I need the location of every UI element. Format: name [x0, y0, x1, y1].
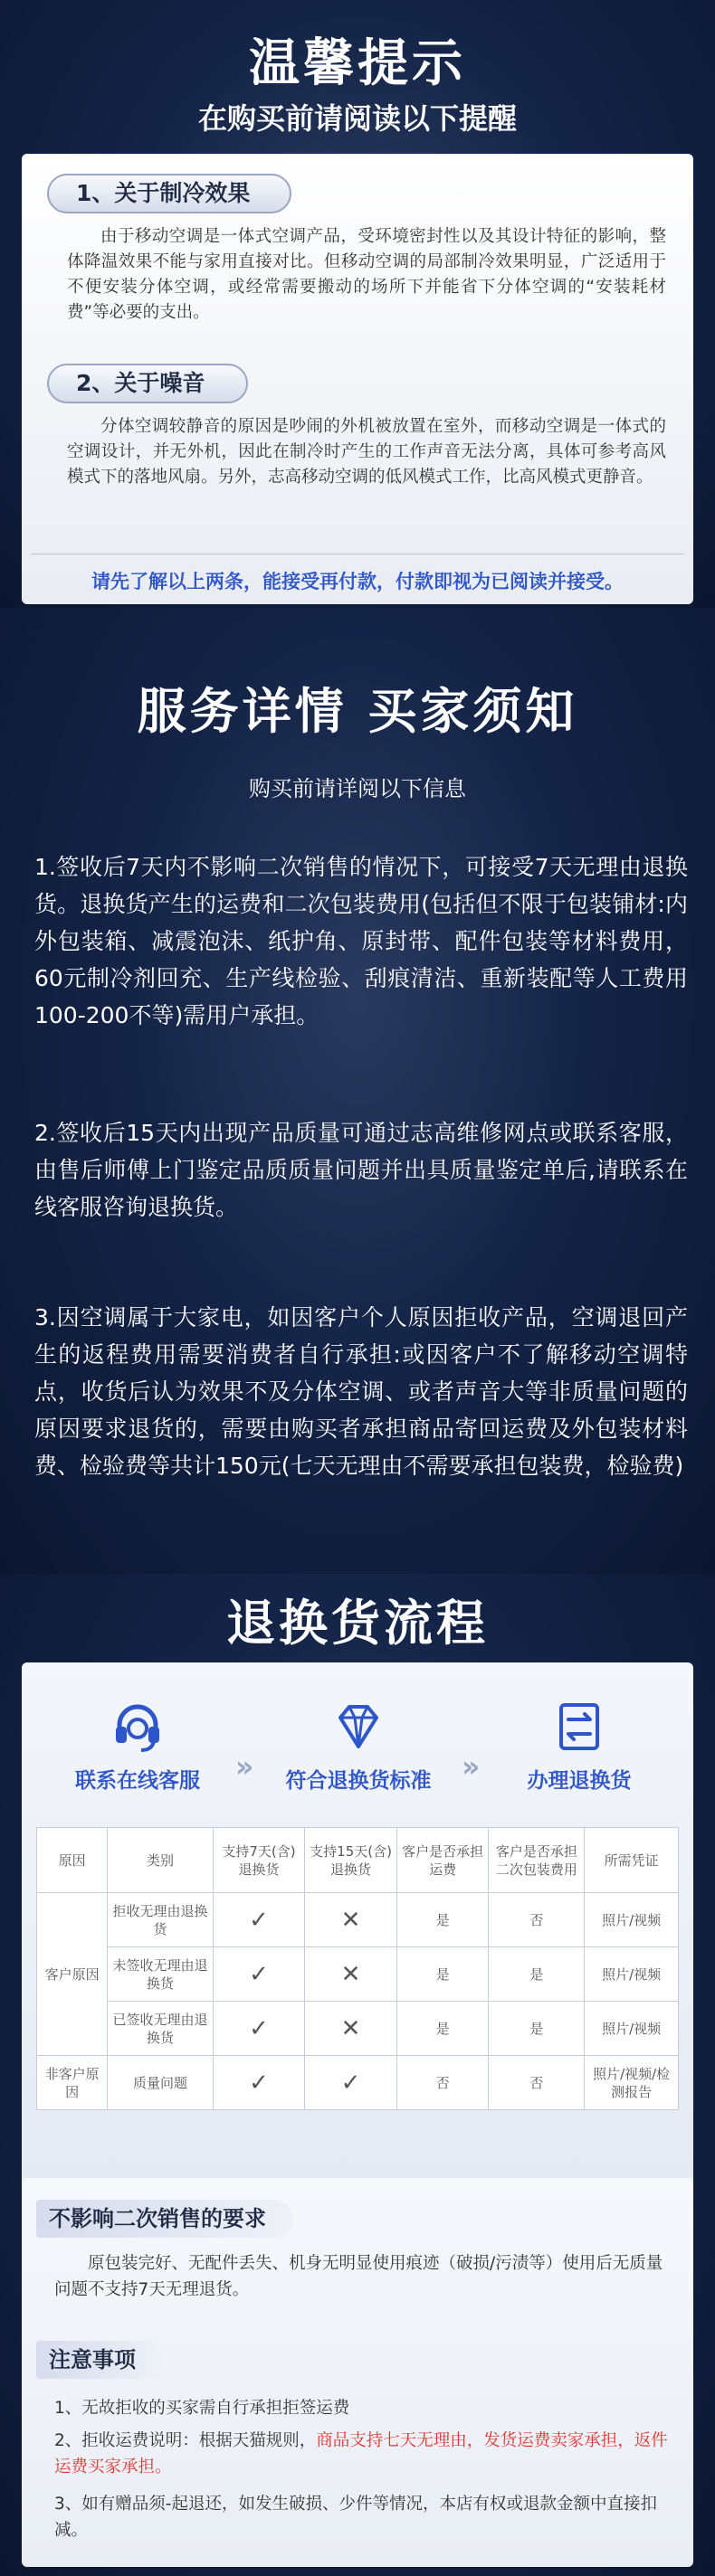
service-item-1: 1.签收后7天内不影响二次销售的情况下，可接受7天无理由退换货。退换货产生的运费和二次包装费用(包括但不限于包装铺材:内外包装箱、减震泡沫、纸护角、原封带、配件包装等材料费用，60元制冷剂回充、生产线检验、刮痕清洁、重新装配等人工费用100-200不等)需用户承担。 — [34, 854, 688, 1028]
requirements-text: 原包装完好、无配件丢失、机身无明显使用痕迹（破损/污渍等）使用后无质量问题不支持7天无理退货。 — [54, 2254, 663, 2299]
returns-section — [0, 1574, 715, 2576]
cross-icon: ✕ — [305, 2002, 397, 2056]
step-arrow-1: ›› — [235, 1749, 249, 1784]
note-1: 1、无故拒收的买家需自行承担拒签运费 — [54, 2399, 350, 2418]
reason-group-customer: 客户原因 — [37, 1893, 108, 2056]
step-process-label: 办理退换货 — [527, 1769, 632, 1793]
table-row — [37, 2002, 679, 2056]
step-check-label: 符合退换货标准 — [285, 1769, 432, 1793]
table-row — [37, 2056, 679, 2110]
service-item-3: 3.因空调属于大家电，如因客户个人原因拒收产品，空调退回产生的返程费用需要消费者自行承担:或因客户不了解移动空调特点，收货后认为效果不及分体空调、或者声音大等非质量问题的原因要求退货的，需要由购买者承担商品寄回运费及外包装材料费、检验费等共计150元(七天无理由不需要承担包装费，检验费) — [34, 1304, 688, 1479]
step-contact-label: 联系在线客服 — [75, 1769, 200, 1793]
notice-title: 温馨提示 — [249, 34, 466, 93]
note-3: 3、如有赠品须-起退还，如发生破损、少件等情况，本店有权或退款金额中直接扣减。 — [54, 2495, 657, 2540]
table-header: 所需凭证 — [585, 1828, 679, 1893]
step-check — [259, 1695, 458, 1794]
freight-cell: 否 — [396, 2056, 489, 2110]
exchange-icon — [550, 1698, 608, 1756]
note-2 — [54, 2428, 670, 2480]
notes-card — [22, 2178, 693, 2567]
pack-cell: 否 — [489, 1893, 585, 1947]
service-item-2: 2.签收后15天内出现产品质量可通过志高维修网点或联系客服，由售后师傅上门鉴定品质质量问题并出具质量鉴定单后,请联系在线客服咨询退换货。 — [34, 1120, 688, 1220]
cross-icon: ✕ — [305, 1947, 397, 2002]
noise-label: 2、关于噪音 — [47, 364, 248, 403]
table-header: 支持15天(含)退换货 — [305, 1828, 397, 1893]
notice-section — [0, 0, 715, 608]
proof-cell: 照片/视频 — [585, 1947, 679, 2002]
category-cell: 质量问题 — [108, 2056, 213, 2110]
returns-title: 退换货流程 — [226, 1595, 489, 1652]
check-icon: ✓ — [213, 2056, 305, 2110]
step-process — [480, 1695, 679, 1794]
proof-cell: 照片/视频/检测报告 — [585, 2056, 679, 2110]
headset-icon — [109, 1698, 167, 1756]
returns-card — [22, 1662, 693, 2196]
table-header: 客户是否承担二次包装费用 — [489, 1828, 585, 1893]
pack-cell: 是 — [489, 2002, 585, 2056]
pack-cell: 否 — [489, 2056, 585, 2110]
freight-cell: 是 — [396, 1893, 489, 1947]
table-header: 支持7天(含)退换货 — [213, 1828, 305, 1893]
check-icon: ✓ — [213, 2002, 305, 2056]
check-icon: ✓ — [213, 1893, 305, 1947]
note-2-highlight: 商品支持七天无理由，发货运费卖家承担，返件运费买家承担。 — [54, 2431, 668, 2477]
service-section — [0, 608, 715, 1574]
diamond-icon — [329, 1698, 387, 1756]
cooling-label: 1、关于制冷效果 — [47, 174, 291, 213]
service-subtitle: 购买前请详阅以下信息 — [249, 776, 466, 801]
cooling-text: 由于移动空调是一体式空调产品，受环境密封性以及其设计特征的影响，整体降温效果不能与家用直接对比。但移动空调的局部制冷效果明显，广泛适用于不便安装分体空调，或经常需要搬动的场所下并能省下分体空调的“安装耗材费”等必要的支出。 — [67, 227, 666, 322]
table-header: 原因 — [37, 1828, 108, 1893]
returns-table — [36, 1827, 679, 2110]
step-contact — [38, 1695, 237, 1794]
table-row — [37, 1893, 679, 1947]
check-icon: ✓ — [213, 1947, 305, 2002]
category-cell: 拒收无理由退换货 — [108, 1893, 213, 1947]
notice-card — [22, 154, 693, 604]
table-header-row — [37, 1828, 679, 1893]
note-2-prefix: 2、拒收运费说明：根据天猫规则， — [54, 2431, 317, 2450]
notes-label: 注意事项 — [36, 2341, 163, 2379]
proof-cell: 照片/视频 — [585, 1893, 679, 1947]
proof-cell: 照片/视频 — [585, 2002, 679, 2056]
table-row — [37, 1947, 679, 2002]
notice-footer: 请先了解以上两条，能接受再付款，付款即视为已阅读并接受。 — [31, 554, 684, 594]
step-arrow-2: ›› — [462, 1749, 475, 1784]
category-cell: 未签收无理由退换货 — [108, 1947, 213, 2002]
cross-icon: ✕ — [305, 1893, 397, 1947]
table-header: 类别 — [108, 1828, 213, 1893]
category-cell: 已签收无理由退换货 — [108, 2002, 213, 2056]
reason-group-noncustomer: 非客户原因 — [37, 2056, 108, 2110]
notice-subtitle: 在购买前请阅读以下提醒 — [197, 101, 517, 136]
freight-cell: 是 — [396, 2002, 489, 2056]
service-title: 服务详情 买家须知 — [137, 683, 578, 740]
noise-text: 分体空调较静音的原因是吵闹的外机被放置在室外，而移动空调是一体式的空调设计，并无外机，因此在制冷时产生的工作声音无法分离，具体可参考高风模式下的落地风扇。另外，志高移动空调的低风模式工作，比高风模式更静音。 — [67, 417, 666, 487]
check-icon: ✓ — [305, 2056, 397, 2110]
freight-cell: 是 — [396, 1947, 489, 2002]
table-header: 客户是否承担运费 — [396, 1828, 489, 1893]
pack-cell: 是 — [489, 1947, 585, 2002]
requirements-label: 不影响二次销售的要求 — [36, 2200, 293, 2238]
